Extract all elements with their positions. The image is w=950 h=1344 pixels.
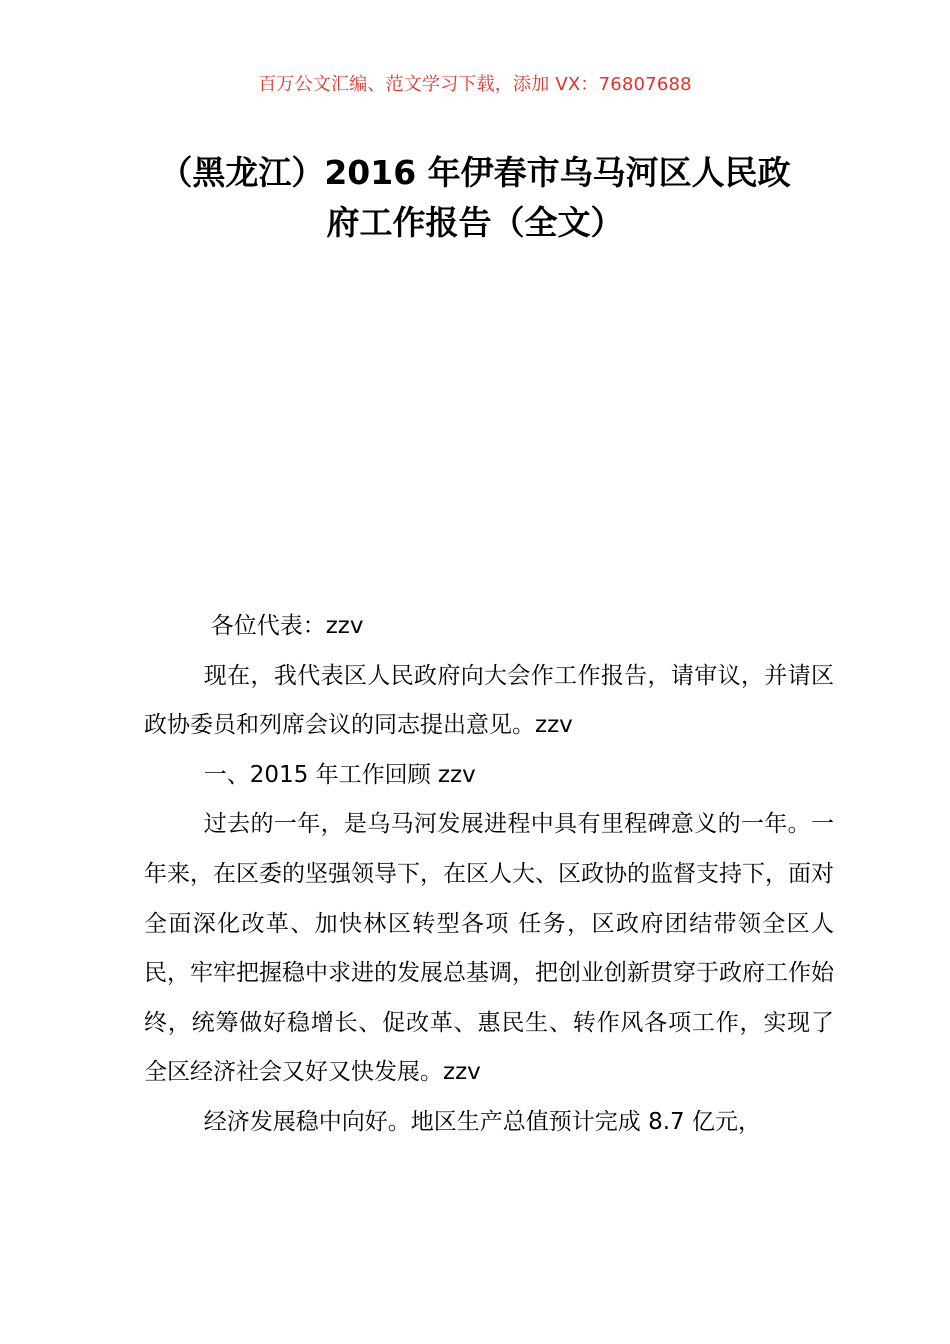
document-body — [144, 602, 834, 1148]
section-heading: 一、2015 年工作回顾 zzv — [203, 761, 476, 788]
title-line-2: 府工作报告（全文） — [326, 203, 624, 242]
document-title — [120, 148, 830, 248]
title-line-1: （黑龙江）2016 年伊春市乌马河区人民政 — [159, 153, 791, 192]
header-promo-note: 百万公文汇编、范文学习下载，添加 VX：76807688 — [258, 74, 692, 95]
body-paragraph: 经济发展稳中向好。地区生产总值预计完成 8.7 亿元， — [203, 1108, 761, 1135]
salutation-paragraph: 各位代表：zzv — [210, 613, 364, 639]
body-paragraph: 现在，我代表区人民政府向大会作工作报告，请审议，并请区政协委员和列席会议的同志提出意见。zzv — [144, 662, 834, 739]
body-paragraph: 过去的一年，是乌马河发展进程中具有里程碑意义的一年。一年来，在区委的坚强领导下，在区人大、区政协的监督支持下，面对全面深化改革、加快林区转型各项 任务，区政府团结带领全区人民，牢牢把握稳中求进的发展总基调，把创业创新贯穿于政府工作始终，统筹做好稳增长、促改革、惠民生、转作风各项工作，实现了 全区经济社会又好又快发展。zzv — [144, 811, 834, 1086]
